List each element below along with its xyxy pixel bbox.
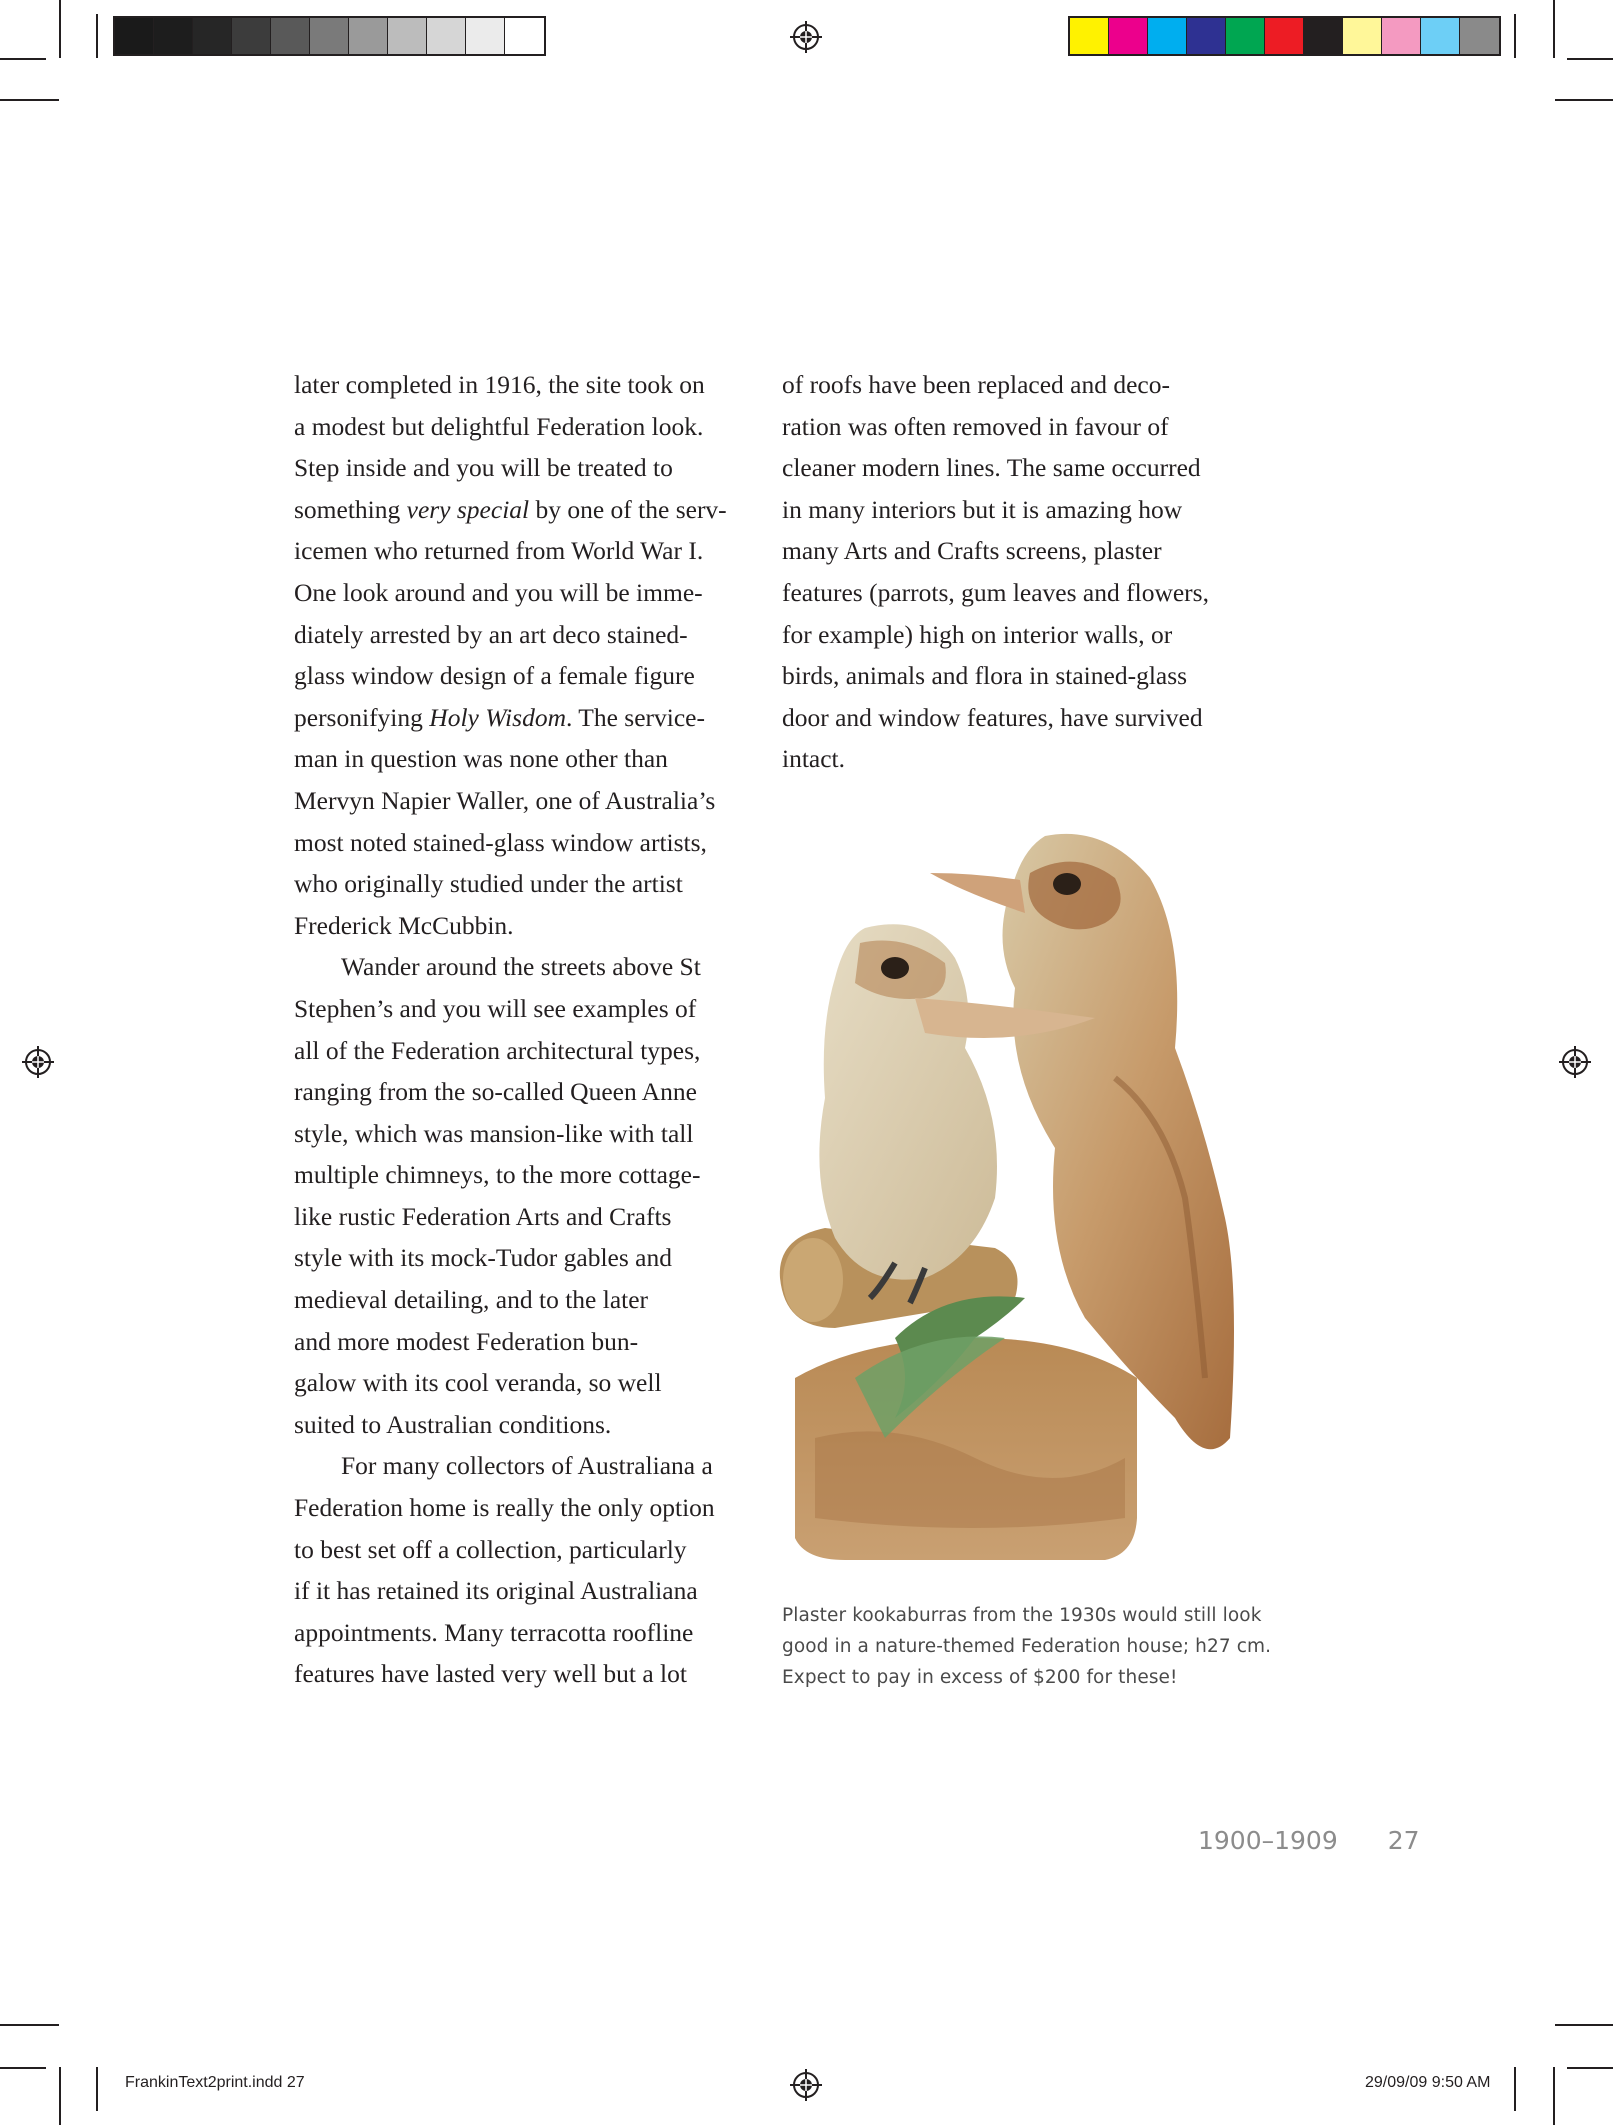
text-line: ration was often removed in favour of <box>782 411 1169 441</box>
calibration-swatch <box>154 18 193 54</box>
calibration-swatch <box>427 18 466 54</box>
text-line: all of the Federation architectural types, <box>294 1035 701 1065</box>
calibration-swatch <box>1226 18 1265 54</box>
text-line: galow with its cool veranda, so well <box>294 1368 662 1398</box>
text-line: multiple chimneys, to the more cottage- <box>294 1160 701 1190</box>
crop-mark <box>96 2067 98 2111</box>
crop-mark <box>1553 0 1555 58</box>
crop-mark <box>0 99 59 101</box>
text-line: intact. <box>782 744 846 774</box>
text-line: style with its mock-Tudor gables and <box>294 1243 672 1273</box>
crop-mark <box>0 2024 59 2026</box>
paragraph <box>294 1445 754 1695</box>
text-line: Stephen’s and you will see examples of <box>294 993 697 1023</box>
slug-filename: FrankinText2print.indd 27 <box>125 2074 305 2091</box>
calibration-swatch <box>388 18 427 54</box>
page-folio <box>1198 1826 1420 1855</box>
crop-mark <box>0 58 46 60</box>
text-line: ranging from the so-called Queen Anne <box>294 1077 697 1107</box>
text-line: Federation home is really the only option <box>294 1493 715 1523</box>
crop-mark <box>1567 2067 1613 2069</box>
crop-mark <box>96 14 98 58</box>
calibration-swatch <box>1070 18 1109 54</box>
text-line: suited to Australian conditions. <box>294 1409 612 1439</box>
color-calibration-bar <box>1068 16 1501 56</box>
registration-mark-icon <box>790 21 822 53</box>
text-line <box>294 489 754 531</box>
calibration-swatch <box>1148 18 1187 54</box>
body-text-right-column <box>782 364 1242 780</box>
text-line: One look around and you will be imme- <box>294 577 703 607</box>
text-line: if it has retained its original Australiana <box>294 1576 698 1606</box>
text-line: diately arrested by an art deco stained- <box>294 619 688 649</box>
text-line: Mervyn Napier Waller, one of Australia’s <box>294 785 716 815</box>
italic-title: Holy Wisdom <box>429 702 566 732</box>
text-line: for example) high on interior walls, or <box>782 619 1173 649</box>
text-line: and more modest Federation bun- <box>294 1326 639 1356</box>
paragraph <box>294 946 754 1445</box>
text-run: something <box>294 494 407 524</box>
calibration-swatch <box>1343 18 1382 54</box>
body-text-left-column <box>294 364 754 1695</box>
text-line: features have lasted very well but a lot <box>294 1659 687 1689</box>
text-line: many Arts and Crafts screens, plaster <box>782 536 1162 566</box>
section-range: 1900–1909 <box>1198 1826 1338 1855</box>
text-run: . The service- <box>565 702 705 732</box>
text-line: birds, animals and flora in stained-glass <box>782 661 1188 691</box>
text-line: For many collectors of Australiana a <box>341 1451 713 1481</box>
crop-mark <box>1567 58 1613 60</box>
figurine-base <box>795 1338 1137 1560</box>
text-line: door and window features, have survived <box>782 702 1203 732</box>
text-line: of roofs have been replaced and deco- <box>782 370 1170 399</box>
text-line: later completed in 1916, the site took on <box>294 370 705 399</box>
paragraph <box>782 364 1242 780</box>
text-line: to best set off a collection, particularly <box>294 1534 687 1564</box>
text-line: a modest but delightful Federation look. <box>294 411 704 441</box>
registration-mark-icon <box>1559 1046 1591 1078</box>
calibration-swatch <box>466 18 505 54</box>
caption-line: good in a nature-themed Federation house; h27 cm. <box>782 1636 1272 1657</box>
italic-emphasis: very special <box>406 494 530 524</box>
grayscale-calibration-bar <box>113 16 546 56</box>
caption-line: Expect to pay in excess of $200 for these! <box>782 1667 1178 1688</box>
text-line: in many interiors but it is amazing how <box>782 494 1183 524</box>
kookaburra-figurine-photo <box>775 818 1263 1568</box>
calibration-swatch <box>271 18 310 54</box>
calibration-swatch <box>232 18 271 54</box>
registration-mark-icon <box>790 2069 822 2101</box>
caption-line: Plaster kookaburras from the 1930s would still look <box>782 1605 1262 1626</box>
crop-mark <box>59 0 61 58</box>
calibration-swatch <box>1421 18 1460 54</box>
calibration-swatch <box>1187 18 1226 54</box>
text-line: man in question was none other than <box>294 744 668 774</box>
text-run: by one of the serv- <box>529 494 727 524</box>
crop-mark <box>0 2067 46 2069</box>
page-number: 27 <box>1387 1826 1420 1855</box>
calibration-swatch <box>1304 18 1343 54</box>
text-line: features (parrots, gum leaves and flowers, <box>782 577 1209 607</box>
slug-datetime: 29/09/09 9:50 AM <box>1365 2074 1491 2091</box>
calibration-swatch <box>1382 18 1421 54</box>
calibration-swatch <box>310 18 349 54</box>
text-line: Step inside and you will be treated to <box>294 453 673 483</box>
crop-mark <box>1555 99 1613 101</box>
text-line: icemen who returned from World War I. <box>294 536 704 566</box>
registration-mark-icon <box>22 1046 54 1078</box>
calibration-swatch <box>1109 18 1148 54</box>
calibration-swatch <box>1265 18 1304 54</box>
text-line: cleaner modern lines. The same occurred <box>782 453 1201 483</box>
text-line: glass window design of a female figure <box>294 661 695 691</box>
calibration-swatch <box>193 18 232 54</box>
crop-mark <box>1514 2067 1516 2111</box>
text-run: personifying <box>294 702 430 732</box>
text-line: medieval detailing, and to the later <box>294 1285 649 1315</box>
calibration-swatch <box>349 18 388 54</box>
text-line <box>294 697 754 739</box>
text-line: Frederick McCubbin. <box>294 910 514 940</box>
crop-mark <box>1555 2024 1613 2026</box>
crop-mark <box>59 2067 61 2125</box>
calibration-swatch <box>505 18 544 54</box>
calibration-swatch <box>1460 18 1499 54</box>
text-line: Wander around the streets above St <box>341 952 701 982</box>
text-line: who originally studied under the artist <box>294 869 683 899</box>
calibration-swatch <box>115 18 154 54</box>
text-line: like rustic Federation Arts and Crafts <box>294 1201 672 1231</box>
paragraph <box>294 364 754 946</box>
text-line: appointments. Many terracotta roofline <box>294 1617 694 1647</box>
crop-mark <box>1553 2067 1555 2125</box>
text-line: style, which was mansion-like with tall <box>294 1118 694 1148</box>
text-line: most noted stained-glass window artists, <box>294 827 707 857</box>
photo-caption <box>782 1600 1272 1693</box>
crop-mark <box>1514 14 1516 58</box>
